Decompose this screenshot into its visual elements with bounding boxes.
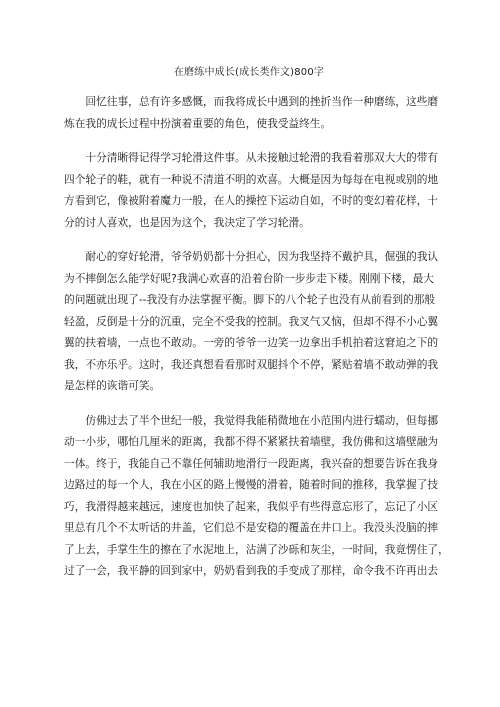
paragraph-line: 轻盈，反倒是十分的沉重，完全不受我的控制。我叉气又恼，但却不得不小心翼 [64, 314, 439, 328]
paragraph-line: 为不摔倒怎么能学好呢?我满心欢喜的沿着台阶一步步走下楼。刚刚下楼，最大 [64, 271, 434, 285]
paragraph [64, 410, 449, 582]
paragraph-line: 回忆往事，总有许多感慨，而我将成长中遇到的挫折当作一种磨练，这些磨 [85, 95, 439, 108]
paragraph [64, 147, 439, 233]
paragraph-line: 我，不亦乐乎。这时，我还真想看看那时双腿抖个不停，紧贴着墙不敢动弹的我 [64, 357, 439, 371]
paragraph-line: 耐心的穿好轮滑，爷爷奶奶都十分担心，因为我坚持不戴护具，倔强的我认 [85, 250, 439, 263]
document-title: 在磨练中成长(成长类作文)800字 [173, 67, 325, 78]
paragraph-line: 是怎样的诙谐可笑。 [64, 379, 161, 392]
paragraph-line: 方看到它，像被附着魔力一般，在人的操控下运动自如，不时的变幻着花样，十 [64, 194, 439, 207]
document-body [64, 91, 449, 582]
paragraph-line: 过了一会，我平静的回到家中，奶奶看到我的手变成了那样，命令我不许再出去 [64, 564, 439, 577]
paragraph-line: 边路过的每一个人，我在小区的路上慢慢的滑着，随着时间的推移，我掌握了技 [64, 478, 439, 491]
paragraph-line: 仿佛过去了半个世纪一般，我觉得我能稍微地在小范围内进行蠕动，但每挪 [85, 413, 439, 427]
paragraph [64, 246, 439, 397]
paragraph-line: 的问题就出现了--我没有办法掌握平衡。脚下的八个轮子也没有从前看到的那般 [64, 293, 436, 306]
paragraph-line: 四个轮子的鞋，就有一种说不清道不明的欢喜。大概是因为每每在电视或别的地 [64, 172, 439, 186]
paragraph-line: 翼的扶着墙，一点也不敢动。一旁的爷爷一边笑一边拿出手机拍着这窘迫之下的 [64, 336, 439, 349]
paragraph-line: 巧，我滑得越来越远，速度也加快了起来，我似乎有些得意忘形了，忘记了小区 [64, 499, 439, 513]
paragraph-line: 十分清晰得记得学习轮滑这件事。从未接触过轮滑的我看着那双大大的带有 [85, 151, 439, 164]
paragraph-line: 里总有几个不太听话的井盖，它们总不是安稳的覆盖在井口上。我没头没脑的摔 [64, 521, 439, 534]
paragraph-line: 一体。终于，我能自己不靠任何辅助地滑行一段距离，我兴奋的想要告诉在我身 [64, 456, 439, 470]
paragraph-line: 动一小步，哪怕几厘米的距离，我都不得不紧紧扶着墙壁，我仿佛和这墙壁融为 [64, 435, 439, 448]
paragraph-line: 了上去，手掌生生的擦在了水泥地上，沾满了沙砾和灰尘，一时间，我竟愣住了， [64, 542, 449, 556]
paragraph-line: 炼在我的成长过程中扮演着重要的角色，使我受益终生。 [64, 116, 332, 130]
paragraph-line: 分的讨人喜欢，也是因为这个，我决定了学习轮滑。 [64, 215, 310, 229]
paragraph [64, 91, 439, 134]
